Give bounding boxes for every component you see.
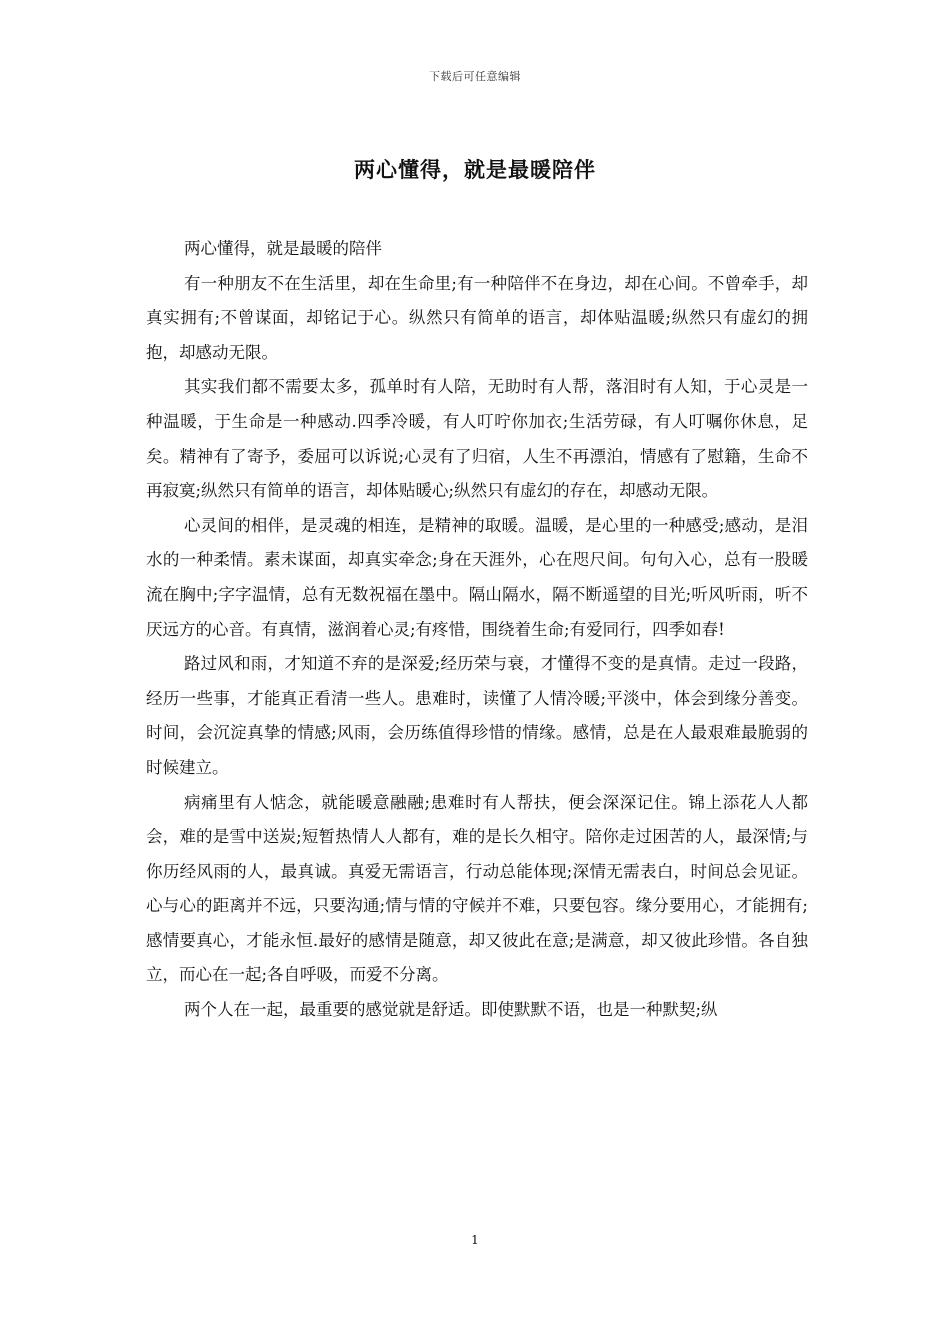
paragraph: 病痛里有人惦念，就能暖意融融;患难时有人帮扶，便会深深记住。锦上添花人人都会，难的是雪中送炭;短暂热情人人都有，难的是长久相守。陪你走过困苦的人，最深情;与你历经风雨的人，最真诚。真爱无需语言，行动总能体现;深情无需表白，时间总会见证。心与心的距离并不远，只要沟通;情与情的守候并不难，只要包容。缘分要用心，才能拥有;感情要真心，才能永恒.最好的感情是随意，却又彼此在意;是满意，却又彼此珍惜。各自独立，而心在一起;各自呼吸，而爱不分离。 — [146, 792, 808, 985]
paragraph-subtitle: 两心懂得，就是最暖的陪伴 — [183, 239, 382, 258]
document-title: 两心懂得，就是最暖陪伴 — [354, 157, 596, 182]
paragraph: 有一种朋友不在生活里，却在生命里;有一种陪伴不在身边，却在心间。不曾牵手，却真实拥有;不曾谋面，却铭记于心。纵然只有简单的语言，却体贴温暖;纵然只有虚幻的拥抱，却感动无限。 — [146, 273, 808, 362]
paragraph: 路过风和雨，才知道不弃的是深爱;经历荣与衰，才懂得不变的是真情。走过一段路，经历一些事，才能真正看清一些人。患难时，读懂了人情冷暖;平淡中，体会到缘分善变。时间，会沉淀真挚的情感;风雨，会历练值得珍惜的情缘。感情，总是在人最艰难最脆弱的时候建立。 — [146, 654, 808, 777]
paragraph: 其实我们都不需要太多，孤单时有人陪，无助时有人帮，落泪时有人知，于心灵是一种温暖，于生命是一种感动.四季冷暖，有人叮咛你加衣;生活劳碌，有人叮嘱你休息，足矣。精神有了寄予，委屈可以诉说;心灵有了归宿，人生不再漂泊，情感有了慰籍，生命不再寂寞;纵然只有简单的语言，却体贴暖心;纵然只有虚幻的存在，却感动无限。 — [146, 377, 808, 501]
document-body — [146, 232, 808, 1028]
paragraph: 心灵间的相伴，是灵魂的相连，是精神的取暖。温暖，是心里的一种感受;感动，是泪水的一种柔情。素未谋面，却真实牵念;身在天涯外，心在咫尺间。句句入心，总有一股暖流在胸中;字字温情，总有无数祝福在墨中。隔山隔水，隔不断遥望的目光;听风听雨，听不厌远方的心音。有真情，滋润着心灵;有疼惜，围绕着生命;有爱同行，四季如春! — [146, 515, 808, 639]
page-number: 1 — [471, 1233, 479, 1247]
paragraph: 两个人在一起，最重要的感觉就是舒适。即使默默不语，也是一种默契;纵 — [183, 1000, 718, 1020]
page-header-note: 下载后可任意编辑 — [429, 70, 521, 83]
